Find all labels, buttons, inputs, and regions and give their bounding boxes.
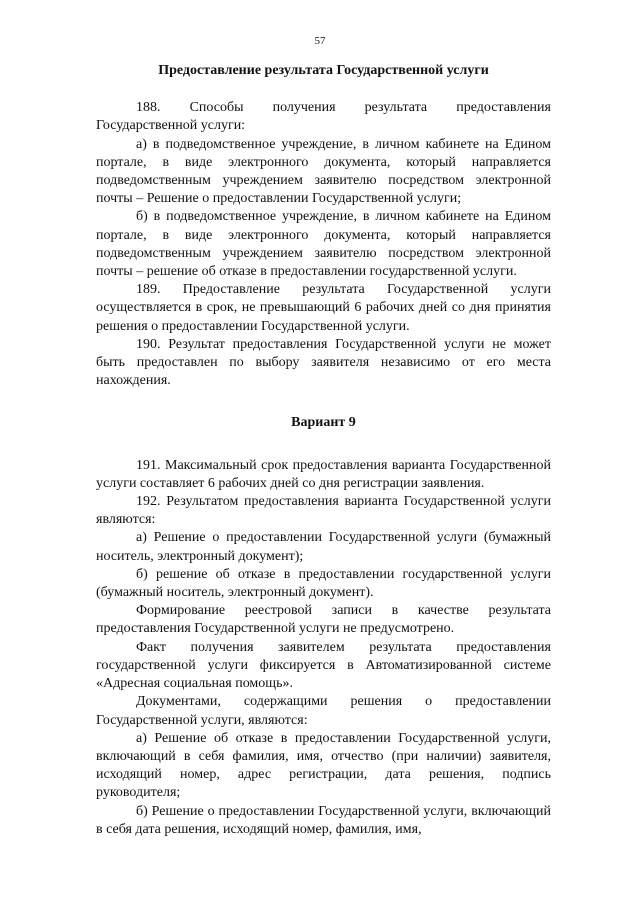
paragraph: б) в подведомственное учреждение, в личном кабинете на Едином портале, в виде электронного документа, который направляется подведомственным учреждением заявителю посредством электронной почты – решение об отказе в предоставлении государственной услуги. [96, 209, 551, 280]
paragraph: Факт получения заявителем результата предоставления государственной услуги фиксируется в Автоматизированной системе «Адресная социальная помощь». [96, 639, 551, 692]
paragraph: б) Решение о предоставлении Государственной услуги, включающий в себя дата решения, исходящий номер, фамилия, имя, [96, 803, 551, 837]
paragraph: 188. Способы получения результата предоставления Государственной услуги: [96, 100, 551, 134]
page-content [96, 62, 551, 839]
paragraph: 190. Результат предоставления Государственной услуги не может быть предоставлен по выбору заявителя независимо от его места нахождения. [96, 336, 551, 389]
paragraph: а) в подведомственное учреждение, в личном кабинете на Едином портале, в виде электронного документа, который направляется подведомственным учреждением заявителю посредством электронной почты – Решение о предоставлении Государственной услуги; [96, 136, 551, 207]
paragraph: Формирование реестровой записи в качестве результата предоставления Государственной услуги не предусмотрено. [96, 603, 551, 637]
paragraph: Документами, содержащими решения о предоставлении Государственной услуги, являются: [96, 694, 551, 728]
paragraph: а) Решение о предоставлении Государственной услуги (бумажный носитель, электронный документ); [96, 530, 551, 564]
paragraph: 192. Результатом предоставления варианта Государственной услуги являются: [96, 494, 551, 528]
paragraph: а) Решение об отказе в предоставлении Государственной услуги, включающий в себя фамилия, имя, отчество (при наличии) заявителя, исходящий номер, адрес регистрации, дата решения, подпись руководителя; [96, 730, 551, 801]
paragraph: 191. Максимальный срок предоставления варианта Государственной услуги составляет 6 рабочих дней со дня регистрации заявления. [96, 457, 551, 491]
section-heading-variant: Вариант 9 [291, 415, 356, 431]
paragraph: 189. Предоставление результата Государственной услуги осуществляется в срок, не превышающий 6 рабочих дней со дня принятия решения о предоставлении Государственной услуги. [96, 282, 551, 334]
page-number: 57 [314, 35, 326, 47]
paragraph: б) решение об отказе в предоставлении государственной услуги (бумажный носитель, электронный документ). [96, 566, 551, 601]
section-heading-result: Предоставление результата Государственной услуги [158, 63, 489, 78]
